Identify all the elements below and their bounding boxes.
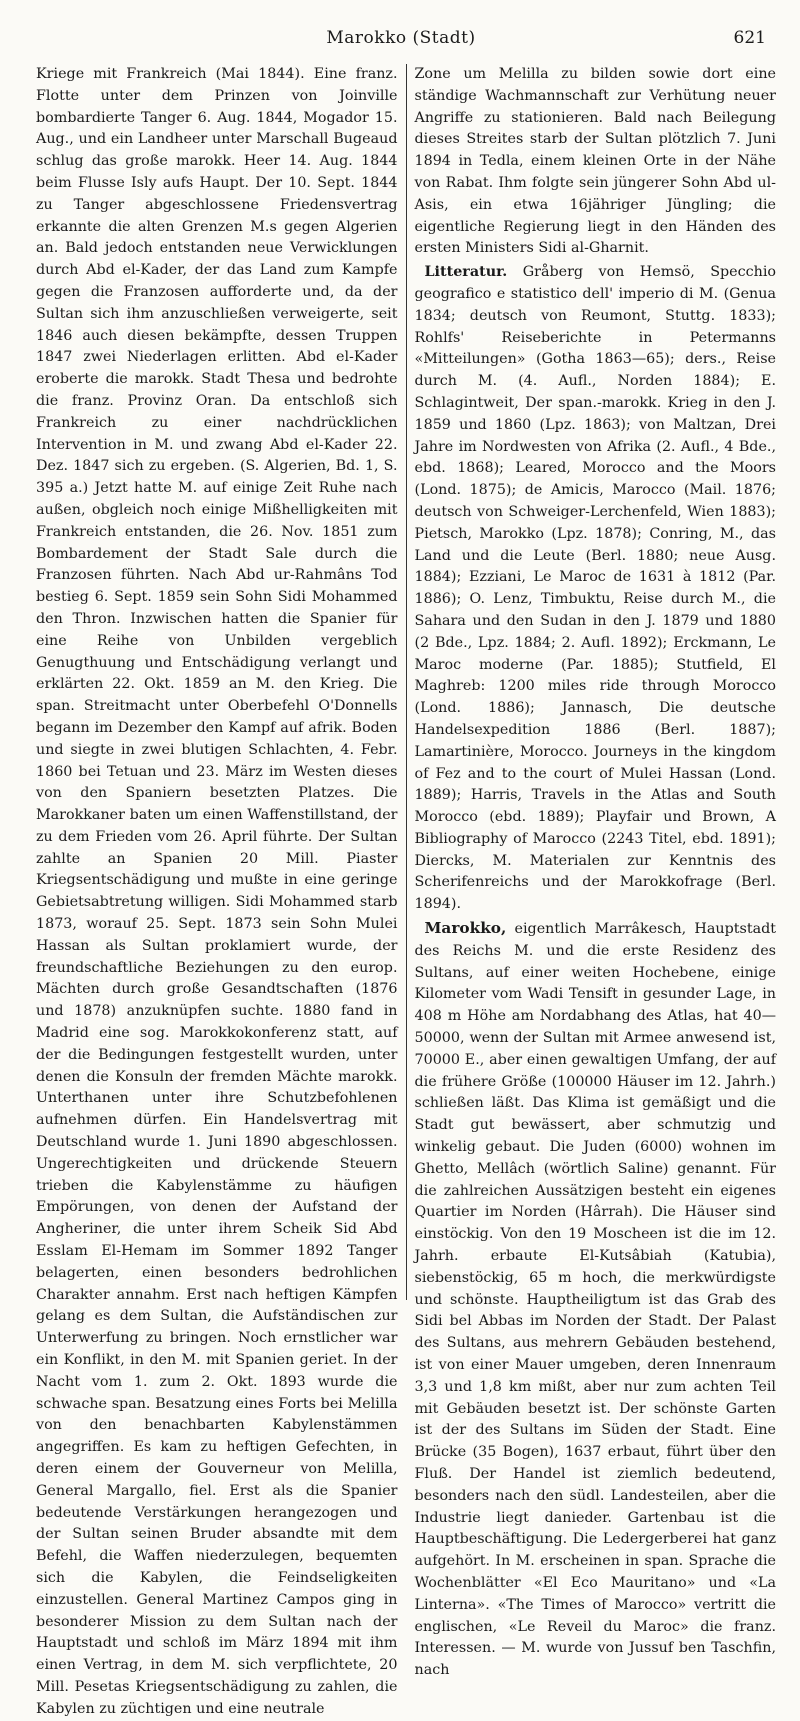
page-number: 621	[733, 28, 766, 48]
marokko-entry	[415, 918, 777, 1682]
literature-text: Gråberg von Hemsö, Specchio geografico e statistico dell' imperio di M. (Genua 1834; deutsch von Reumont, Stuttg. 1833); Rohlfs' Reiseberichte in Petermanns «Mitteilungen» (Gotha 1863—65); ders., Reise durch M. (4. Aufl., Norden 1884); E. Schlagintweit, Der span.-marokk. Krieg in den J. 1859 und 1860 (Lpz. 1863); von Maltzan, Drei Jahre im Nordwesten von Afrika (2. Aufl., 4 Bde., ebd. 1868); Leared, Morocco and the Moors (Lond. 1875); de Amicis, Marocco (Mail. 1876; deutsch von Schweiger-Lerchenfeld, Wien 1883); Pietsch, Marokko (Lpz. 1878); Conring, M., das Land und die Leute (Berl. 1880; neue Ausg. 1884); Ezziani, Le Maroc de 1631 à 1812 (Par. 1886); O. Lenz, Timbuktu, Reise durch M., die Sahara und den Sudan in den J. 1879 und 1880 (2 Bde., Lpz. 1884; 2. Aufl. 1892); Erckmann, Le Maroc moderne (Par. 1885); Stutfield, El Maghreb: 1200 miles ride through Morocco (Lond. 1886); Jannasch, Die deutsche Handelsexpedition 1886 (Berl. 1887); Lamartinière, Morocco. Journeys in the kingdom of Fez and to the court of Mulei Hassan (Lond. 1889); Harris, Travels in the Atlas and South Morocco (ebd. 1889); Playfair und Brown, A Bibliography of Marocco (2243 Titel, ebd. 1891); Diercks, M. Materialen zur Kenntnis des Scherifenreichs und der Marokkofrage (Berl. 1894).	[414, 264, 777, 913]
two-column-body	[36, 64, 777, 1717]
history-paragraph: Kriege mit Frankreich (Mai 1844). Eine franz. Flotte unter dem Prinzen von Joinville bombardierte Tanger 6. Aug. 1844, Mogador 15. Aug., und ein Landheer unter Marschall Bugeaud schlug das große marokk. Heer 14. Aug. 1844 beim Flusse Isly aufs Haupt. Der 10. Sept. 1844 zu Tanger abgeschlossene Friedensvertrag erkannte die alten Grenzen M.s gegen Algerien an. Bald jedoch entstanden neue Verwicklungen durch Abd el-Kader, der das Land zum Kampfe gegen die Franzosen aufforderte und, da der Sultan sich ihm anzuschließen verweigerte, seit 1846 auch diesen bekämpfte, dessen Truppen 1847 zwei Niederlagen erlitten. Abd el-Kader eroberte die marokk. Stadt Thesa und bedrohte die franz. Provinz Oran. Da entschloß sich Frankreich zu einer nachdrücklichen Intervention in M. und zwang Abd el-Kader 22. Dez. 1847 sich zu ergeben. (S. Algerien, Bd. 1, S. 395 a.) Jetzt hatte M. auf einige Zeit Ruhe nach außen, obgleich noch einige Mißhelligkeiten mit Frankreich entstanden, die 26. Nov. 1851 zum Bombardement der Stadt Sale durch die Franzosen führten. Nach Abd ur-Rahmâns Tod bestieg 6. Sept. 1859 sein Sohn Sidi Mohammed den Thron. Inzwischen hatten die Spanier für eine Reihe von Unbilden vergeblich Genugthuung und Entschädigung verlangt und erklärten 22. Okt. 1859 an M. den Krieg. Die span. Streitmacht unter Oberbefehl O'Donnells begann im Dezember den Kampf auf afrik. Boden und siegte in zwei blutigen Schlachten, 4. Febr. 1860 bei Tetuan und 23. März im Westen dieses von den Spaniern besetzten Platzes. Die Marokkaner baten um einen Waffenstillstand, der zu dem Frieden vom 26. April führte. Der Sultan zahlte an Spanien 20 Mill. Piaster Kriegsentschädigung und mußte in eine geringe Gebietsabtretung willigen. Sidi Mohammed starb 1873, worauf 25. Sept. 1873 sein Sohn Mulei Hassan als Sultan proklamiert wurde, der freundschaftliche Beziehungen zu den europ. Mächten durch große Gesandtschaften (1876 und 1878) anzuknüpfen suchte. 1880 fand in Madrid eine sog. Marokkokonferenz statt, auf der die Bedingungen festgestellt wurden, unter denen die Konsuln der fremden Mächte marokk. Unterthanen unter ihre Schutzbefohlenen aufnehmen dürfen. Ein Handelsvertrag mit Deutschland wurde 1. Juni 1890 abgeschlossen. Ungerechtigkeiten und drückende Steuern trieben die Kabylenstämme zu häufigen Empörungen, von denen der Aufstand der Angheriner, die unter ihrem Scheik Sid Abd Esslam El-Hemam im Sommer 1892 Tanger belagerten, einen besonders bedrohlichen Charakter annahm. Erst nach heftigen Kämpfen gelang es dem Sultan, die Aufständischen zur Unterwerfung zu bringen. Noch ernstlicher war ein Konflikt, in den M. mit Spanien geriet. In der Nacht vom 1. zum 2. Okt. 1893 wurde die schwache span. Besatzung eines Forts bei Melilla von den benachbarten Kabylenstämmen angegriffen. Es kam zu heftigen Gefechten, in deren einem der Gouverneur von Melilla, General Margallo, fiel. Erst als die Spanier bedeutende Verstärkungen herangezogen und der Sultan seinen Bruder absandte mit dem Befehl, die Waffen niederzulegen, bequemten sich die Kabylen, die Feindseligkeiten einzustellen. General Martinez Campos ging in besonderer Mission zu dem Sultan nach der Hauptstadt und schloß im März 1894 mit ihm einen Vertrag, in dem M. sich verpflichtete, 20 Mill. Pesetas Kriegsentschädigung zu zahlen, die Kabylen zu züchtigen und eine neutrale	[36, 66, 398, 1717]
literature-paragraph	[415, 262, 777, 916]
page-header	[36, 20, 766, 56]
column-divider	[406, 64, 407, 1300]
history-continued-paragraph: Zone um Melilla zu bilden sowie dort eine ständige Wachmannschaft zur Verhütung neuer Angriffe zu stationieren. Bald nach Beilegung dieses Streites starb der Sultan plötzlich 7. Juni 1894 in Tedla, einem kleinen Orte in der Nähe von Rabat. Ihm folgte sein jüngerer Sohn Abd ul-Asis, ein etwa 16jähriger Jüngling; die eigentliche Regierung liegt in den Händen des ersten Ministers Sidi al-Gharnit.	[414, 66, 776, 257]
left-column	[36, 64, 398, 1717]
entry-text: eigentlich Marrâkesch, Hauptstadt des Reichs M. und die erste Residenz des Sultans, auf einer weiten Hochebene, einige Kilometer vom Wadi Tensift in gesunder Lage, in 408 m Höhe am Nordabhang des Atlas, hat 40—50000, wenn der Sultan mit Armee anwesend ist, 70000 E., aber einen gewaltigen Umfang, der auf die frühere Größe (100000 Häuser im 12. Jahrh.) schließen läßt. Das Klima ist gemäßigt und die Stadt gut bewässert, aber schmutzig und winkelig gebaut. Die Juden (6000) wohnen im Ghetto, Mellâch (wörtlich Saline) genannt. Für die zahlreichen Aussätzigen besteht ein eigenes Quartier im Norden (Hârrah). Die Häuser sind einstöckig. Von den 19 Moscheen ist die im 12. Jahrh. erbaute El-Kutsâbiah (Katubia), siebenstöckig, 65 m hoch, die merkwürdigste und schönste. Hauptheiligtum ist das Grab des Sidi bel Abbas im Norden der Stadt. Der Palast des Sultans, aus mehrern Gebäuden bestehend, ist von einer Mauer umgeben, deren Innenraum 3,3 und 1,8 km mißt, aber nur zum achten Teil mit Gebäuden besetzt ist. Der schönste Garten ist der des Sultans im Süden der Stadt. Eine Brücke (35 Bogen), 1637 erbaut, führt über den Fluß. Der Handel ist ziemlich bedeutend, besonders nach den südl. Landesteilen, aber die Industrie liegt danieder. Gartenbau ist die Hauptbeschäftigung. Die Ledergerberei hat ganz aufgehört. In M. erscheinen in span. Sprache die Wochenblätter «El Eco Mauritano» und «La Linterna». «The Times of Marocco» vertritt die englischen, «Le Reveil du Maroc» die franz. Interessen. — M. wurde von Jussuf ben Taschfin, nach	[414, 921, 776, 1679]
literature-label: Litteratur.	[424, 264, 508, 281]
right-column	[414, 64, 777, 1679]
entry-headword: Marokko,	[424, 919, 507, 938]
running-head: Marokko (Stadt)	[326, 28, 476, 48]
